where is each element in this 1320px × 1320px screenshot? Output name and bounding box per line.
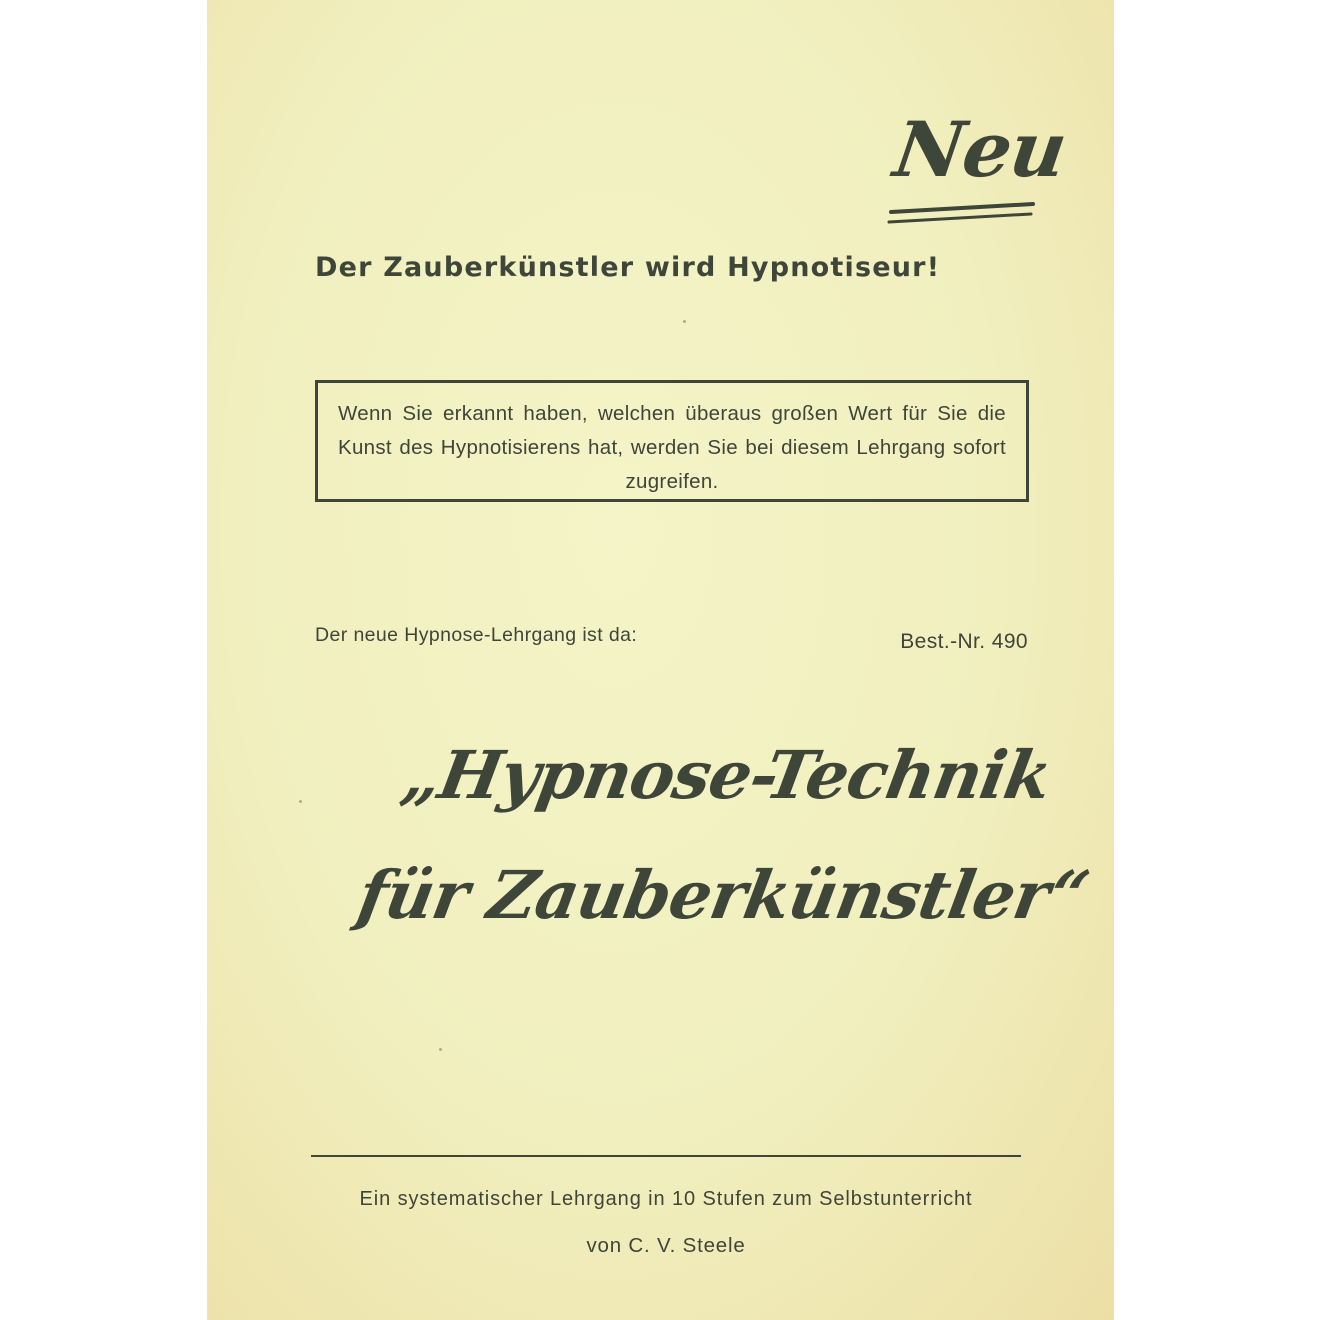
paper-speck xyxy=(299,800,302,803)
paper-speck xyxy=(439,1048,442,1051)
intro-text: Der neue Hypnose-Lehrgang ist da: xyxy=(315,624,638,646)
document-page xyxy=(207,0,1114,1320)
order-number: Best.-Nr. 490 xyxy=(900,630,1028,653)
divider-rule xyxy=(311,1155,1021,1157)
paper-speck xyxy=(683,320,686,323)
headline: Der Zauberkünstler wird Hypnotiseur! xyxy=(315,252,941,283)
title-line-1: „Hypnose-Technik xyxy=(396,736,1057,814)
neu-underline xyxy=(887,198,1037,228)
title-line-2: für Zauberkünstler“ xyxy=(352,856,1095,934)
footer-author: von C. V. Steele xyxy=(586,1234,746,1257)
neu-stamp: Neu xyxy=(888,105,1072,194)
footer-description: Ein systematischer Lehrgang in 10 Stufen zum Selbstunterricht xyxy=(359,1188,973,1210)
boxed-notice: Wenn Sie erkannt haben, welchen überaus großen Wert für Sie die Kunst des Hypnotisierens hat, werden Sie bei diesem Lehrgang sofort zugreifen. xyxy=(315,380,1029,502)
